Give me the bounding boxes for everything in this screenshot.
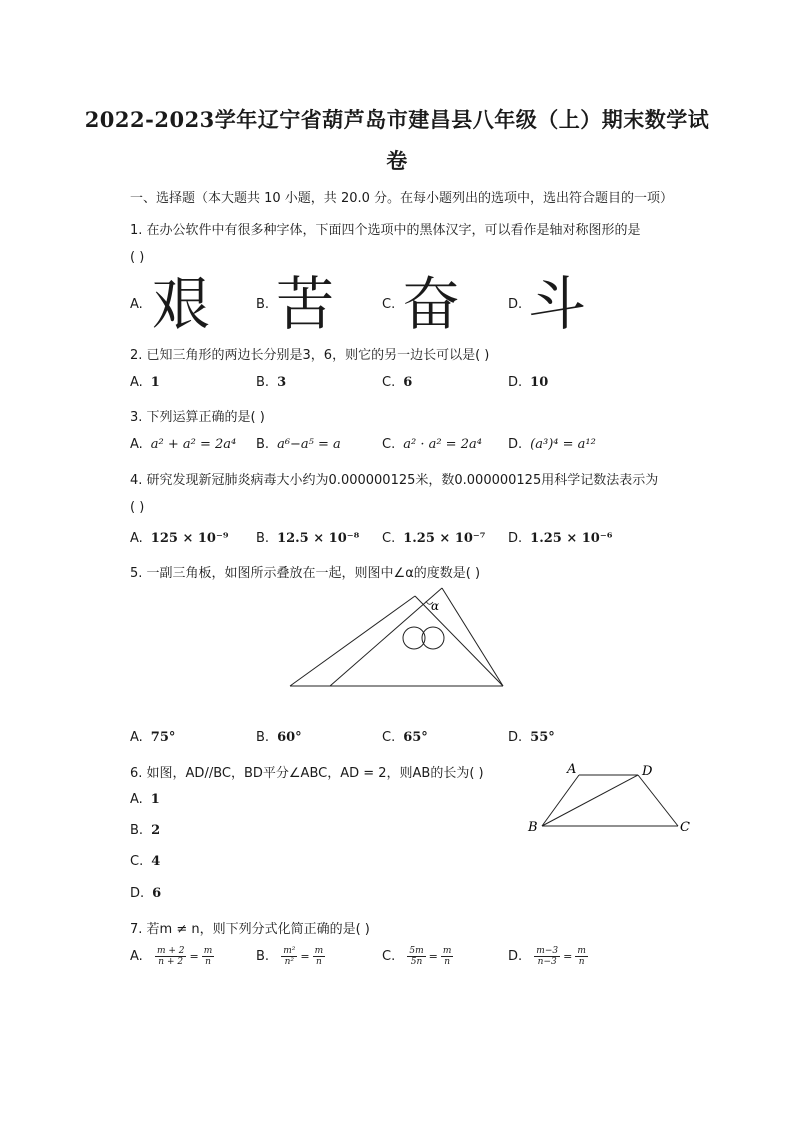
question-2-option-b: B. 3	[256, 375, 287, 390]
question-1-option-b-label: B.	[256, 297, 270, 312]
question-6-option-a: A. 1	[130, 792, 160, 807]
question-4-text: 4. 研究发现新冠肺炎病毒大小约为0.000000125米，数0.000000125用科学记数法表示为	[130, 473, 659, 488]
fraction-right: $\frac{m}{n}$	[442, 946, 452, 967]
fraction-left: $\frac{m + 2}{n + 2}$	[156, 946, 185, 967]
question-5-text: 5. 一副三角板，如图所示叠放在一起，则图中∠α的度数是( )	[130, 566, 481, 581]
question-1-option-a-char: 艰	[152, 270, 211, 338]
question-3-option-c: C. a² · a² = 2a⁴	[382, 437, 482, 452]
question-4-option-c: C. 1.25 × 10⁻⁷	[382, 531, 486, 546]
figure-edge-right-big	[415, 596, 503, 686]
fraction-right: $\frac{m}{n}$	[577, 946, 586, 967]
question-3-option-a: A. a² + a² = 2a⁴	[130, 437, 237, 452]
question-6-option-c: C. 4	[130, 854, 161, 869]
question-2-option-d: D. 10	[508, 375, 549, 390]
question-1-paren: ( )	[130, 250, 145, 265]
question-1-option-c-label: C.	[382, 297, 396, 312]
question-3-option-b: B. a⁶−a⁵ = a	[256, 437, 341, 452]
question-5-option-d: D. 55°	[508, 730, 555, 745]
question-2-option-c: C. 6	[382, 375, 413, 390]
question-4-option-a: A. 125 × 10⁻⁹	[130, 531, 229, 546]
question-1-option-d-char: 斗	[528, 270, 587, 338]
question-7-option-a: A. $\frac{m + 2}{n + 2}$ = $\frac{m}{n}$	[130, 946, 213, 967]
question-6-text: 6. 如图，AD//BC，BD平分∠ABC，AD = 2，则AB的长为( )	[130, 766, 484, 781]
triangle-set-figure	[285, 585, 510, 693]
question-1-option-b-char: 苦	[276, 270, 335, 338]
question-3-option-d: D. (a³)⁴ = a¹²	[508, 437, 596, 452]
figure-edge-left-big	[290, 596, 415, 686]
figure-alpha-label: α	[431, 599, 440, 613]
question-1-option-c-char: 奋	[402, 270, 461, 338]
fraction-left: $\frac{\text{m²}}{\text{n²}}$	[283, 946, 296, 967]
fraction-right: $\frac{m}{n}$	[203, 946, 213, 967]
figure-bd	[542, 775, 638, 826]
question-7-option-c: C. $\frac{5m}{5n}$ = $\frac{m}{n}$	[382, 946, 452, 967]
trapezoid-figure	[524, 760, 696, 836]
figure-dc	[638, 775, 678, 826]
section-heading: 一、选择题（本大题共 10 小题，共 20.0 分。在每小题列出的选项中，选出符合题目的一项）	[130, 191, 674, 206]
question-3-text: 3. 下列运算正确的是( )	[130, 410, 265, 425]
question-5-option-c: C. 65°	[382, 730, 428, 745]
question-7-text: 7. 若m ≠ n，则下列分式化简正确的是( )	[130, 922, 370, 937]
question-2-text: 2. 已知三角形的两边长分别是3，6，则它的另一边长可以是( )	[130, 348, 490, 363]
figure-label-a: A	[567, 762, 577, 777]
figure-edge-right-small	[442, 588, 503, 686]
exam-title-line1: 2022-2023学年辽宁省葫芦岛市建昌县八年级（上）期末数学试	[84, 107, 710, 132]
question-4-option-b: B. 12.5 × 10⁻⁸	[256, 531, 360, 546]
question-4-option-d: D. 1.25 × 10⁻⁶	[508, 531, 613, 546]
figure-label-b: B	[528, 820, 538, 835]
question-1-option-a-label: A.	[130, 297, 143, 312]
figure-label-d: D	[642, 764, 653, 779]
question-6-option-d: D. 6	[130, 886, 162, 901]
question-7-option-b: B. $\frac{\text{m²}}{\text{n²}}$ = $\frac{m}{n}$	[256, 946, 324, 967]
question-7-option-d: D. $\frac{m-3}{n-3}$ = $\frac{m}{n}$	[508, 946, 586, 967]
fraction-left: $\frac{5m}{5n}$	[409, 946, 424, 967]
fraction-left: $\frac{m-3}{n-3}$	[536, 946, 559, 967]
question-1-option-d-label: D.	[508, 297, 523, 312]
question-5-option-b: B. 60°	[256, 730, 302, 745]
question-1-text: 1. 在办公软件中有很多种字体，下面四个选项中的黑体汉字，可以看作是轴对称图形的是	[130, 223, 641, 238]
figure-label-c: C	[680, 820, 690, 835]
exam-title-line2: 卷	[386, 148, 408, 173]
question-2-option-a: A. 1	[130, 375, 160, 390]
question-6-option-b: B. 2	[130, 823, 161, 838]
fraction-right: $\frac{m}{n}$	[314, 946, 324, 967]
question-5-option-a: A. 75°	[130, 730, 176, 745]
question-4-paren: ( )	[130, 500, 145, 515]
figure-ab	[542, 775, 579, 826]
